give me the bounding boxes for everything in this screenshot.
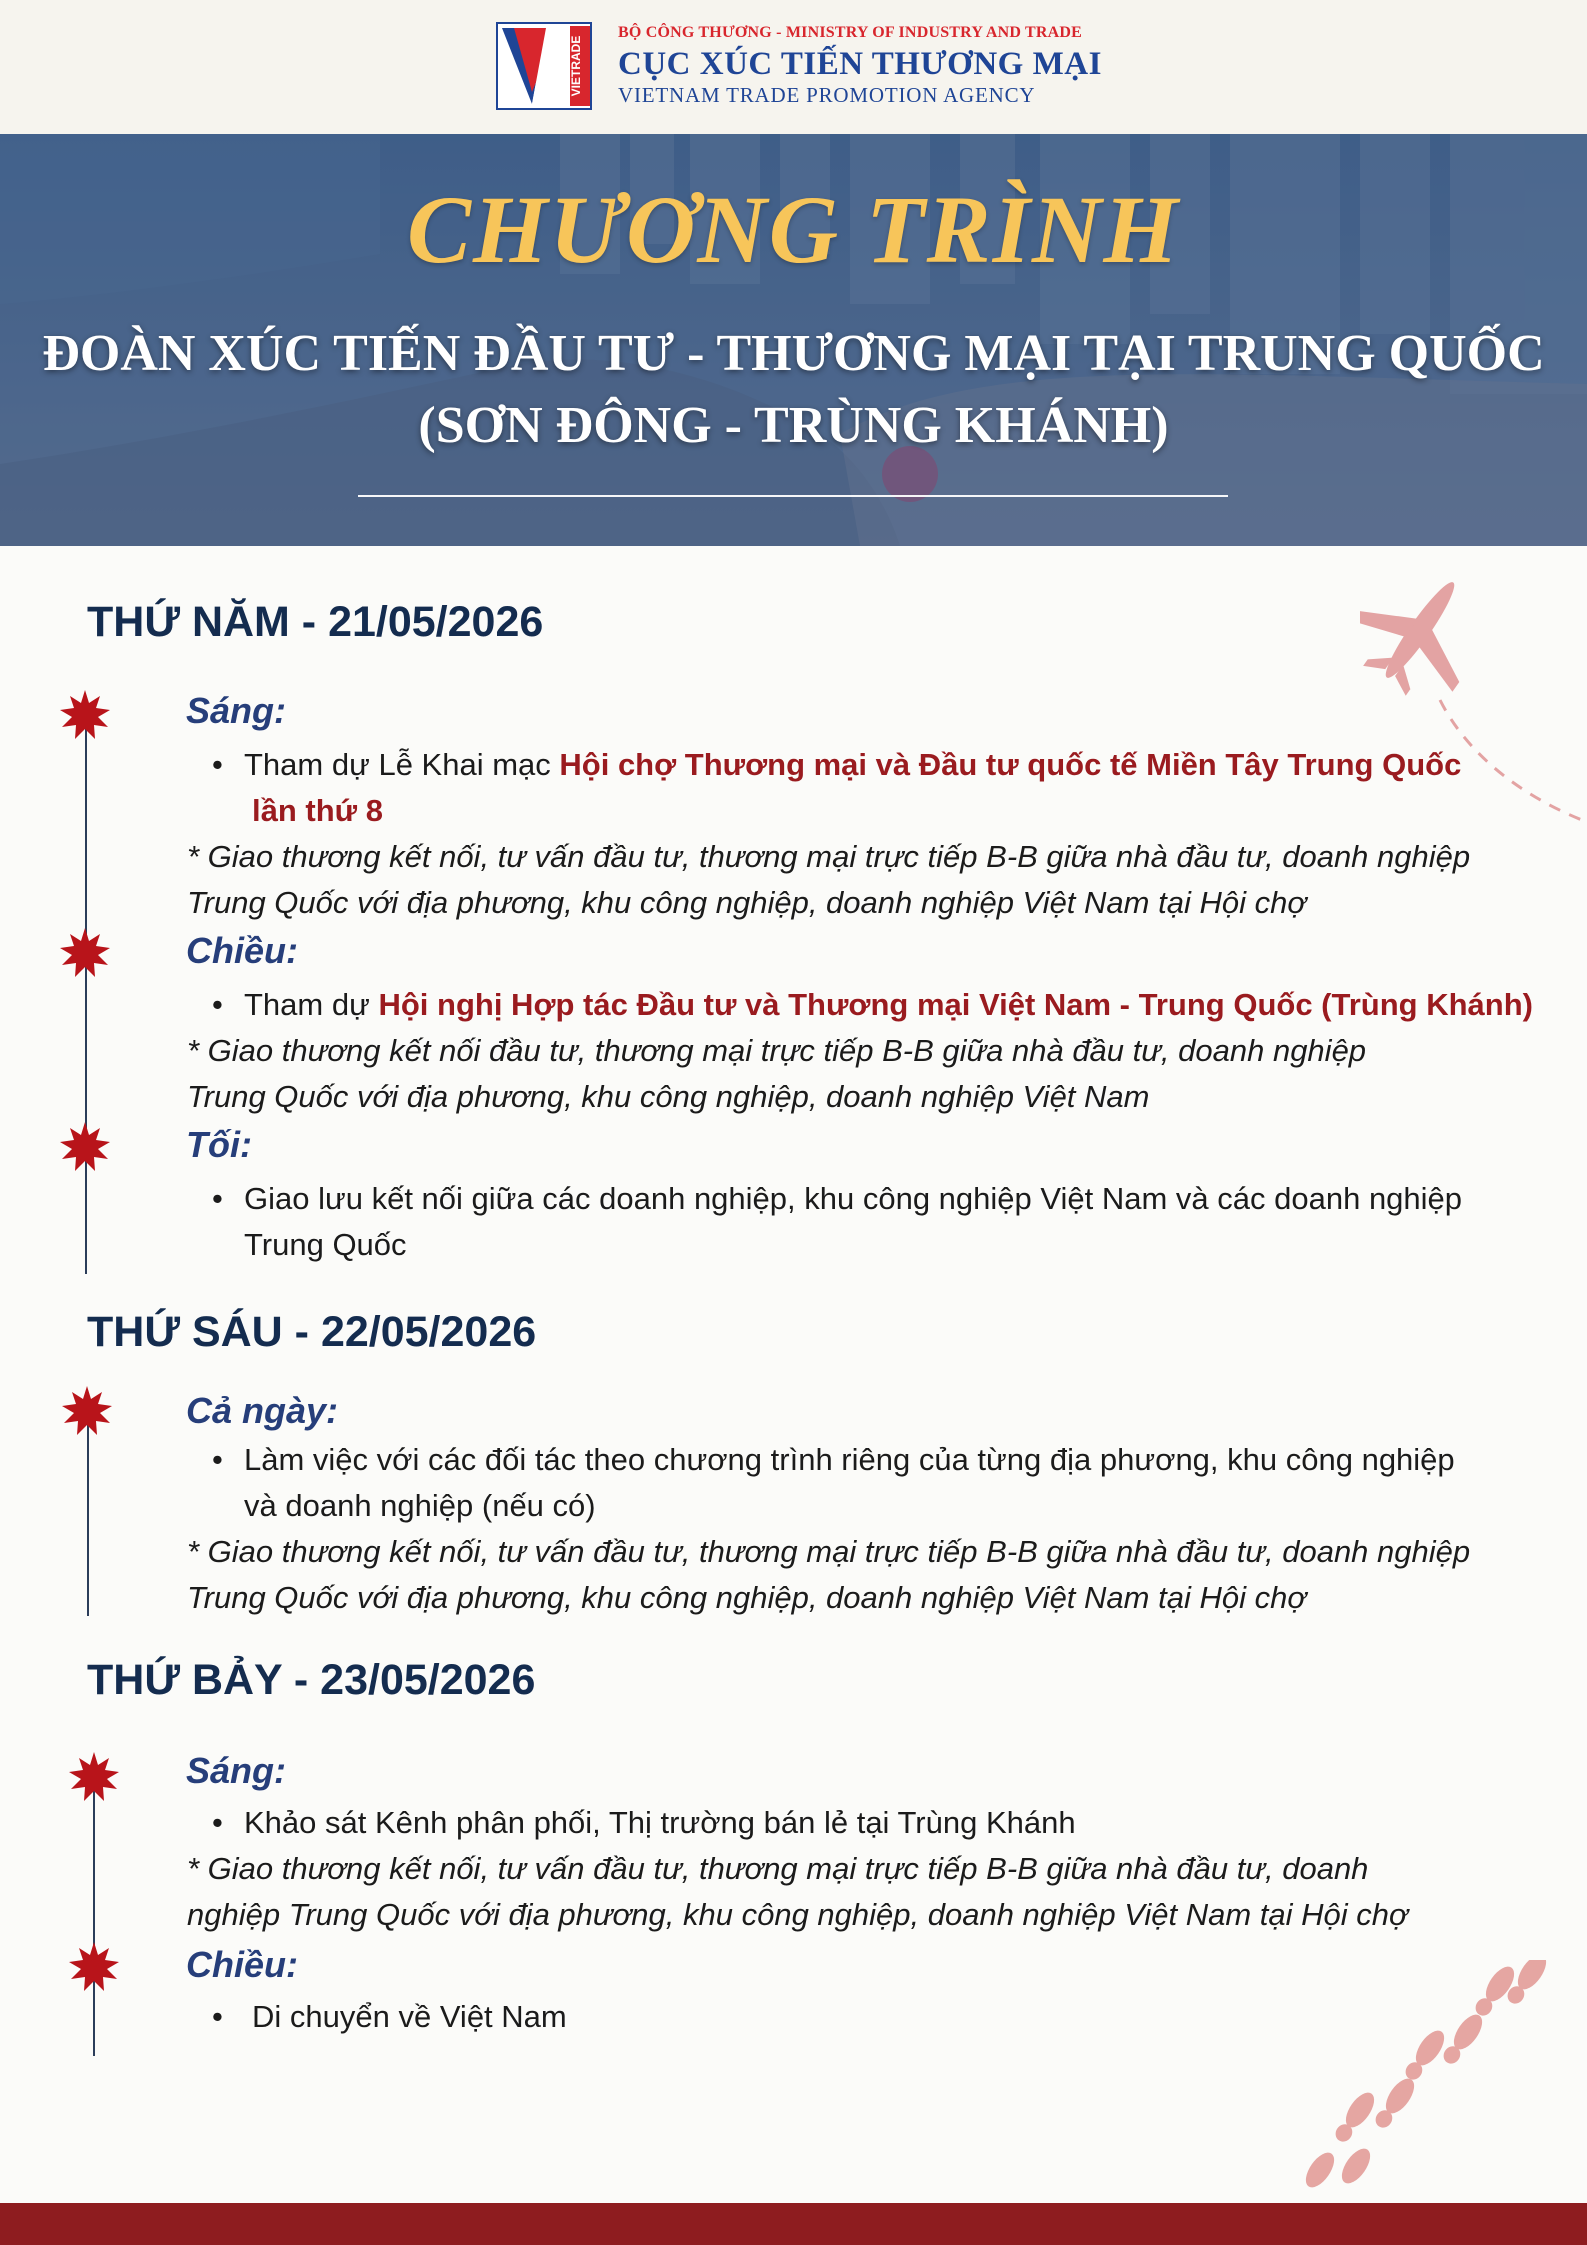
session-bullet — [212, 1176, 1572, 1268]
vietrade-logo — [496, 22, 592, 110]
timeline-marker-icon — [58, 688, 112, 742]
session-note-line: Trung Quốc với địa phương, khu công nghiệp, doanh nghiệp Việt Nam — [187, 1079, 1150, 1114]
bullet-dot: • — [212, 1805, 223, 1840]
footer-bar — [0, 2203, 1587, 2245]
bullet-dot: • — [212, 987, 223, 1022]
session-note-line: * Giao thương kết nối đầu tư, thương mại trực tiếp B-B giữa nhà đầu tư, doanh nghiệp — [187, 1033, 1367, 1068]
session-bullet — [212, 982, 1552, 1028]
timeline-marker-icon — [67, 1940, 121, 1994]
bullet-dot: • — [212, 1442, 223, 1477]
day-title: THỨ BẢY - 23/05/2026 — [87, 1656, 536, 1704]
banner-subtitle-line1: ĐOÀN XÚC TIẾN ĐẦU TƯ - THƯƠNG MẠI TẠI TRUNG QUỐC — [42, 325, 1545, 382]
timeline-marker-icon — [60, 1384, 114, 1438]
hero-banner — [0, 134, 1587, 546]
agency-name-block — [618, 24, 1102, 108]
session-bullet — [212, 742, 1512, 834]
bullet-dot: • — [212, 1181, 223, 1216]
session-label: Sáng: — [186, 690, 287, 731]
session-note-line: * Giao thương kết nối, tư vấn đầu tư, thương mại trực tiếp B-B giữa nhà đầu tư, doanh nghiệp — [187, 839, 1471, 874]
bullet-dot: • — [212, 747, 223, 782]
bullet-dot: • — [212, 1999, 223, 2034]
event-name-highlight: Hội chợ Thương mại và Đầu tư quốc tế Miền Tây Trung Quốc — [559, 747, 1462, 782]
session-label: Cả ngày: — [186, 1390, 339, 1431]
session-note-line: Trung Quốc với địa phương, khu công nghiệp, doanh nghiệp Việt Nam tại Hội chợ — [187, 885, 1307, 920]
banner-subtitle-line2: (SƠN ĐÔNG - TRÙNG KHÁNH) — [418, 397, 1169, 454]
footprints-icon — [1300, 1960, 1587, 2203]
bullet-text: Làm việc với các đối tác theo chương trình riêng của từng địa phương, khu công nghiệp — [244, 1442, 1455, 1477]
session-label: Tối: — [186, 1124, 252, 1165]
agency-name-vi: CỤC XÚC TIẾN THƯƠNG MẠI — [618, 46, 1102, 82]
timeline-marker-icon — [58, 926, 112, 980]
session-label: Chiều: — [186, 1944, 298, 1985]
session-note-line: nghiệp Trung Quốc với địa phương, khu công nghiệp, doanh nghiệp Việt Nam tại Hội chợ — [187, 1897, 1408, 1932]
session-bullet — [212, 1994, 1112, 2040]
day-title: THỨ SÁU - 22/05/2026 — [87, 1308, 537, 1356]
logo-badge-text: VIETRADE — [569, 35, 583, 97]
session-bullet — [212, 1800, 1512, 1846]
day-title: THỨ NĂM - 21/05/2026 — [87, 598, 544, 646]
bullet-text: Giao lưu kết nối giữa các doanh nghiệp, khu công nghiệp Việt Nam và các doanh nghiệp — [244, 1181, 1463, 1216]
session-note-line: Trung Quốc với địa phương, khu công nghiệp, doanh nghiệp Việt Nam tại Hội chợ — [187, 1580, 1307, 1615]
agency-name-en: VIETNAM TRADE PROMOTION AGENCY — [618, 83, 1036, 107]
banner-title: CHƯƠNG TRÌNH — [406, 176, 1181, 283]
bullet-text: và doanh nghiệp (nếu có) — [244, 1488, 596, 1523]
bullet-text: Tham dự Lễ Khai mạc — [244, 747, 560, 782]
session-label: Sáng: — [186, 1750, 287, 1791]
bullet-text: Trung Quốc — [244, 1227, 407, 1262]
timeline-marker-icon — [58, 1120, 112, 1174]
timeline-line — [93, 1776, 95, 2056]
banner-divider — [358, 495, 1228, 497]
session-note-line: * Giao thương kết nối, tư vấn đầu tư, thương mại trực tiếp B-B giữa nhà đầu tư, doanh — [187, 1851, 1369, 1886]
session-label: Chiều: — [186, 930, 298, 971]
session-bullet — [212, 1437, 1572, 1529]
event-name-highlight: Hội nghị Hợp tác Đầu tư và Thương mại Việt Nam - Trung Quốc (Trùng Khánh) — [378, 987, 1533, 1022]
timeline-marker-icon — [67, 1750, 121, 1804]
timeline-line — [87, 1422, 89, 1616]
bullet-text: Di chuyển về Việt Nam — [252, 1999, 567, 2034]
session-note-line: * Giao thương kết nối, tư vấn đầu tư, thương mại trực tiếp B-B giữa nhà đầu tư, doanh nghiệp — [187, 1534, 1471, 1569]
bullet-text: Tham dự — [244, 987, 379, 1022]
timeline-line — [85, 712, 87, 1274]
header-bar — [0, 0, 1587, 134]
event-name-highlight: lần thứ 8 — [252, 793, 383, 828]
bullet-text: Khảo sát Kênh phân phối, Thị trường bán lẻ tại Trùng Khánh — [244, 1805, 1076, 1840]
ministry-name: BỘ CÔNG THƯƠNG - MINISTRY OF INDUSTRY AND TRADE — [618, 24, 1083, 41]
